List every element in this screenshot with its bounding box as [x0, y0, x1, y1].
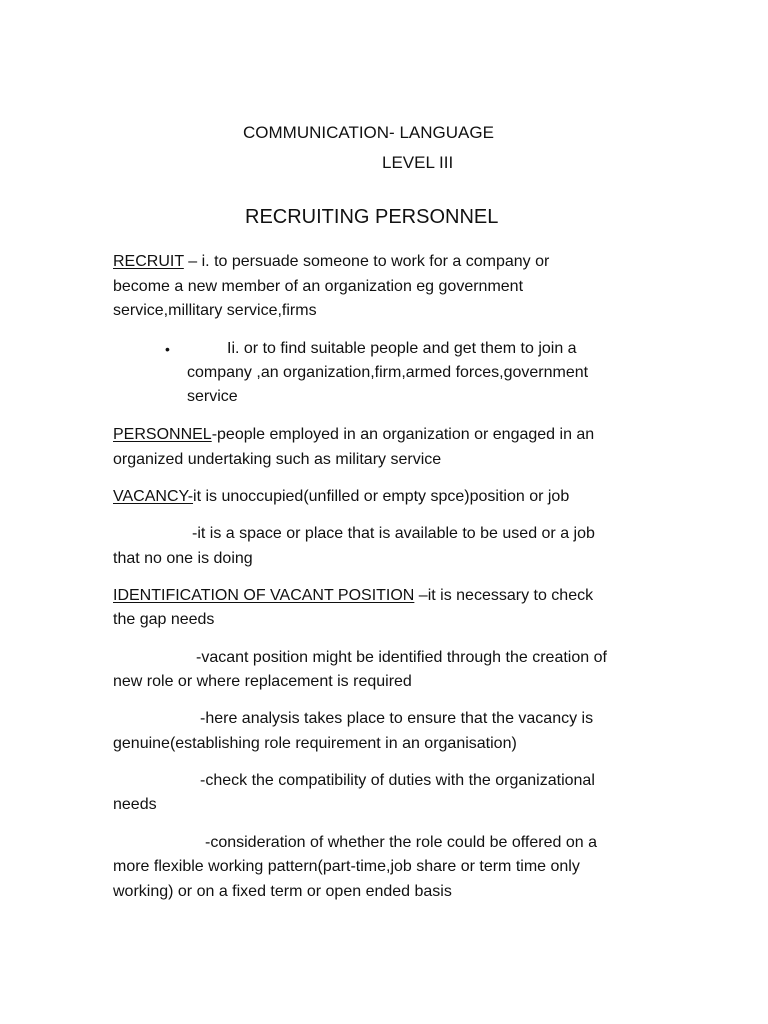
bullet-icon: • [165, 341, 170, 357]
identification-point-1-line-2: new role or where replacement is required [113, 673, 412, 690]
recruit-dash: – [183, 253, 198, 270]
identification-point-3-line-2: needs [113, 796, 157, 813]
identification-point-1-line-1: -vacant position might be identified through the creation of [196, 649, 607, 666]
recruit-text: i. to persuade someone to work for a company or [197, 253, 550, 270]
identification-term: IDENTIFICATION OF VACANT POSITION [113, 587, 415, 604]
recruit-term: RECRUIT [113, 253, 184, 270]
vacancy-second-definition-line-2: that no one is doing [113, 550, 253, 567]
identification-point-3-line-1: -check the compatibility of duties with the organizational [200, 772, 595, 789]
level-heading: LEVEL III [382, 153, 454, 172]
identification-point-4-line-2: more flexible working pattern(part-time,job share or term time only [113, 858, 580, 875]
recruit-sub-line-2: company ,an organization,firm,armed forces,government [187, 364, 589, 381]
vacancy-definition-line-1 [113, 485, 569, 509]
identification-line-2: the gap needs [113, 611, 215, 628]
personnel-definition-line-2: organized undertaking such as military service [113, 451, 442, 468]
identification-point-4-line-1: -consideration of whether the role could be offered on a [205, 834, 597, 851]
identification-text: –it is necessary to check [414, 587, 594, 604]
recruit-definition-line-3: service,millitary service,firms [113, 302, 317, 319]
recruit-sub-line-3: service [187, 388, 238, 405]
personnel-term: PERSONNEL [113, 426, 212, 443]
vacancy-second-definition-line-1: -it is a space or place that is available to be used or a job [192, 525, 595, 542]
recruit-definition-line-2: become a new member of an organization eg government [113, 278, 524, 295]
recruit-sub-line-1: Ii. or to find suitable people and get them to join a [227, 340, 577, 357]
identification-point-2-line-2: genuine(establishing role requirement in an organisation) [113, 735, 517, 752]
personnel-text: -people employed in an organization or engaged in an [211, 426, 595, 443]
vacancy-text: it is unoccupied(unfilled or empty spce)position or job [193, 488, 570, 505]
identification-point-4-line-3: working) or on a fixed term or open ended basis [113, 883, 452, 900]
page-title: RECRUITING PERSONNEL [245, 206, 499, 228]
identification-point-2-line-1: -here analysis takes place to ensure that the vacancy is [200, 710, 594, 727]
recruit-definition-line-1 [113, 250, 549, 274]
personnel-definition-line-1 [113, 423, 594, 447]
course-heading: COMMUNICATION- LANGUAGE [243, 123, 494, 142]
vacancy-term: VACANCY- [113, 488, 194, 505]
identification-line-1 [113, 584, 593, 608]
